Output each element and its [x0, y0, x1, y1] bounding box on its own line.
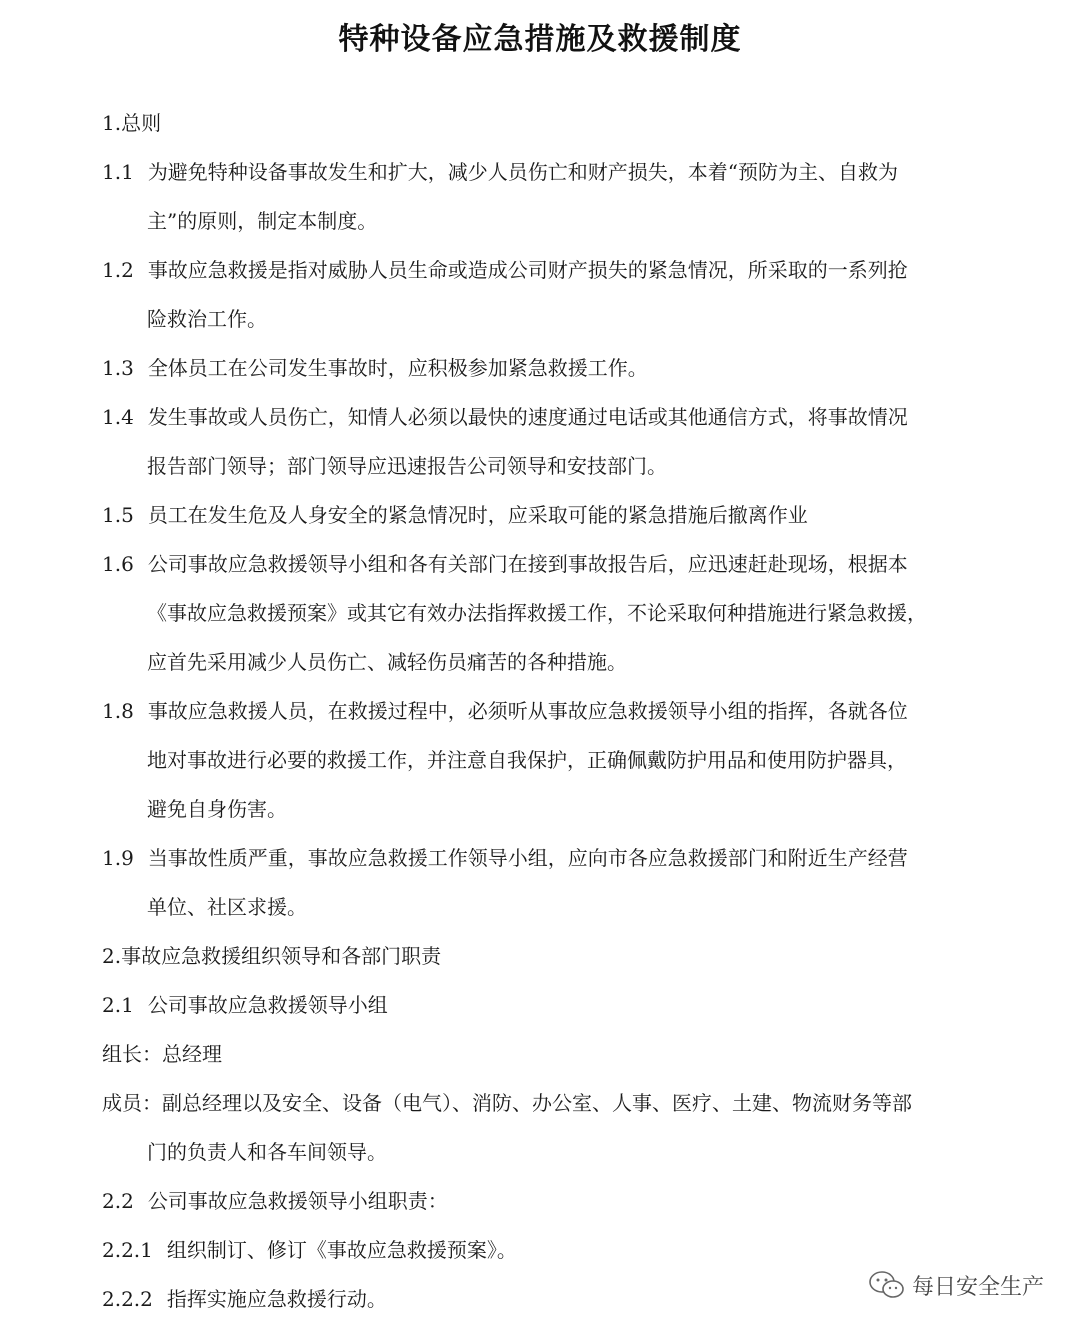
- group-leader-line: 组长：总经理: [102, 1042, 222, 1066]
- line-text: 公司事故应急救援领导小组职责：: [147, 1189, 448, 1213]
- clause-1-4-continuation: 报告部门领导；部门领导应迅速报告公司领导和安技部门。: [147, 454, 667, 478]
- item-number: 1.5: [102, 503, 134, 527]
- clause-1-8-continuation: 避免自身伤害。: [147, 797, 287, 821]
- item-number: 1.8: [102, 699, 134, 723]
- line-text: 发生事故或人员伤亡，知情人必须以最快的速度通过电话或其他通信方式，将事故情况: [147, 405, 908, 429]
- clause-1-8: [102, 687, 908, 736]
- item-number: 2.2.1: [102, 1238, 153, 1262]
- line-text: 事故应急救援组织领导和各部门职责: [121, 944, 442, 968]
- watermark: [868, 1265, 1044, 1305]
- item-number: 2.2: [102, 1189, 134, 1213]
- clause-1-4: [102, 393, 908, 442]
- line-text: 事故应急救援人员，在救援过程中，必须听从事故应急救援领导小组的指挥，各就各位: [147, 699, 908, 723]
- line-text: 指挥实施应急救援行动。: [166, 1287, 387, 1311]
- clause-1-1: [102, 148, 898, 197]
- clause-1-5: [102, 491, 808, 540]
- document-title: 特种设备应急措施及救援制度: [338, 22, 742, 57]
- item-number: 1.2: [102, 258, 134, 282]
- item-number: 2.2.2: [102, 1287, 153, 1311]
- line-text: 总则: [121, 111, 162, 135]
- line-text: 公司事故应急救援领导小组: [147, 993, 388, 1017]
- watermark-text: 每日安全生产: [911, 1274, 1044, 1300]
- clause-2-2-2: [102, 1275, 387, 1324]
- clause-1-3: [102, 344, 648, 393]
- line-text: 事故应急救援是指对威胁人员生命或造成公司财产损失的紧急情况，所采取的一系列抢: [147, 258, 908, 282]
- line-text: 组织制订、修订《事故应急救援预案》。: [166, 1238, 517, 1262]
- clause-2-1: [102, 981, 388, 1030]
- group-members-continuation: 门的负责人和各车间领导。: [147, 1140, 387, 1164]
- item-number: 1.4: [102, 405, 134, 429]
- item-number: 1.3: [102, 356, 134, 380]
- item-number: 1.1: [102, 160, 134, 184]
- line-text: 全体员工在公司发生事故时，应积极参加紧急救援工作。: [147, 356, 648, 380]
- section-heading-1: [102, 99, 161, 148]
- clause-1-1-continuation: 主”的原则，制定本制度。: [147, 209, 378, 233]
- wechat-icon: [868, 1269, 906, 1301]
- clause-1-9-continuation: 单位、社区求援。: [147, 895, 307, 919]
- clause-1-2: [102, 246, 908, 295]
- line-text: 当事故性质严重，事故应急救援工作领导小组，应向市各应急救援部门和附近生产经营: [147, 846, 908, 870]
- line-text: 员工在发生危及人身安全的紧急情况时，应采取可能的紧急措施后撤离作业: [147, 503, 808, 527]
- clause-1-8-continuation: 地对事故进行必要的救援工作，并注意自我保护，正确佩戴防护用品和使用防护器具，: [147, 748, 907, 772]
- clause-1-9: [102, 834, 908, 883]
- clause-1-6-continuation: 《事故应急救援预案》或其它有效办法指挥救援工作，不论采取何种措施进行紧急救援，: [147, 601, 927, 625]
- clause-2-2-1: [102, 1226, 517, 1275]
- clause-1-6-continuation: 应首先采用减少人员伤亡、减轻伤员痛苦的各种措施。: [147, 650, 627, 674]
- item-number: 2.: [102, 944, 122, 968]
- item-number: 1.9: [102, 846, 134, 870]
- clause-1-6: [102, 540, 908, 589]
- clause-1-2-continuation: 险救治工作。: [147, 307, 267, 331]
- section-heading-2: [102, 932, 441, 981]
- item-number: 1.6: [102, 552, 134, 576]
- line-text: 为避免特种设备事故发生和扩大，减少人员伤亡和财产损失，本着“预防为主、自救为: [147, 160, 899, 184]
- line-text: 公司事故应急救援领导小组和各有关部门在接到事故报告后，应迅速赶赴现场，根据本: [147, 552, 908, 576]
- group-members-line: 成员：副总经理以及安全、设备（电气）、消防、办公室、人事、医疗、土建、物流财务等部: [102, 1091, 912, 1115]
- clause-2-2: [102, 1177, 448, 1226]
- item-number: 1.: [102, 111, 122, 135]
- item-number: 2.1: [102, 993, 134, 1017]
